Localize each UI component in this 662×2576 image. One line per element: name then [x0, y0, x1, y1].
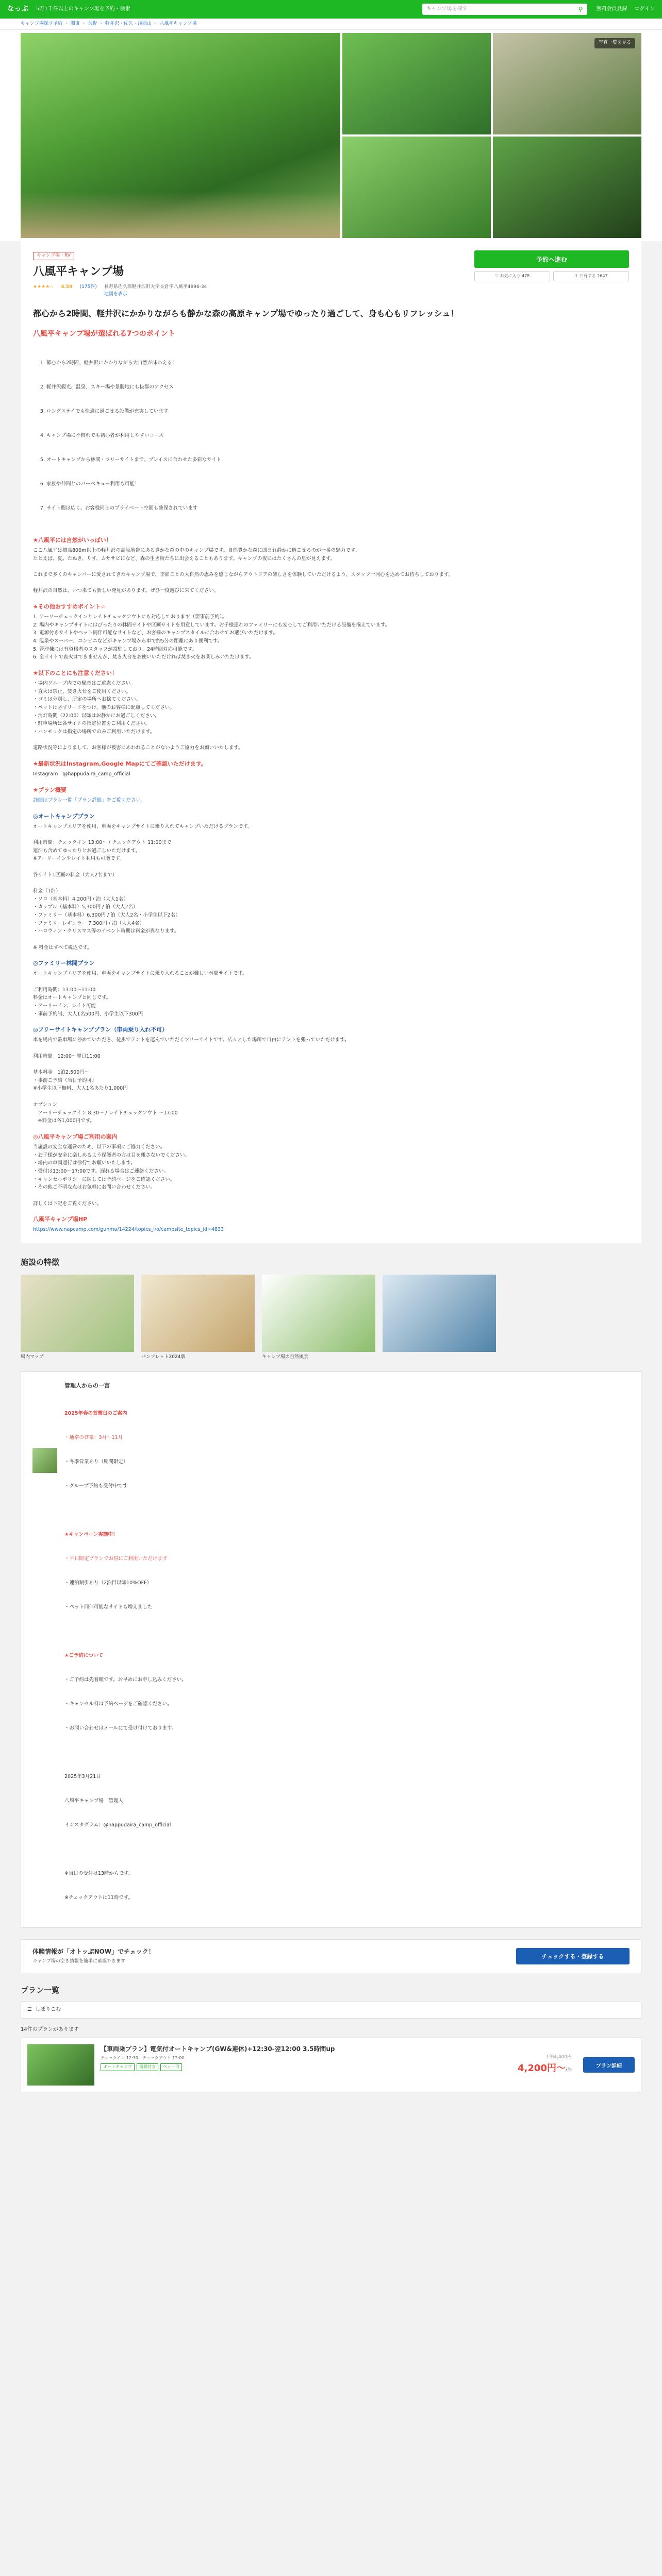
facility-image: [141, 1275, 255, 1352]
breadcrumb: [0, 19, 662, 30]
message-line: ・お問い合わせはメールにて受け付けております。: [64, 1725, 177, 1731]
usage-text: 当施設の安全な運営のため、以下の事項にご協力ください。 ・お子様が安全に楽しめるよう保護者の方は目を離さないでください。 ・場内の車両通行は徐行でお願いいたします。 ・受付は13:00〜17:00です。遅れる場合はご連絡ください。 ・キャンセルポリシーに関しては予約ページをご確認ください。 ・その他ご不明な点はお気軽にお問い合わせください。 詳しくは下記をご覧ください。: [33, 1144, 190, 1207]
sns-text: Instagram @happudaira_camp_official: [33, 771, 130, 777]
favorite-button[interactable]: ♡ お気に入り 478: [474, 271, 550, 281]
breadcrumb-item[interactable]: キャンプ場探す予約: [21, 21, 63, 26]
plan-list-heading: プラン一覧: [21, 1986, 60, 1995]
message-line: ※チェックアウトは11時です。: [64, 1894, 134, 1901]
app-banner: [21, 1939, 641, 1974]
address-text: 長野県佐久郡軽井沢町大字長倉字八風平4896-34: [104, 284, 207, 290]
facility-card[interactable]: [21, 1275, 134, 1361]
site-logo[interactable]: なっぷ: [7, 5, 29, 13]
breadcrumb-separator: ›: [100, 21, 102, 26]
plan-overview-heading: ★プラン概要: [33, 786, 67, 793]
free-plan-heading: ◎フリーサイトキャンププラン（車両乗り入れ不可）: [33, 1026, 168, 1033]
facility-image: [383, 1275, 496, 1352]
plan-image: [27, 2044, 94, 2086]
free-plan-text: 車を場内で駐車場に停めていただき、徒歩でテントを運んでいただくフリーサイトです。広々とした場所で自由にテントを張っていただけます。 利用時間 12:00〜翌日11:00 基本料金 1泊2,500円〜 ・事前ご予約（当日予約可） ※小学生以下無料、大人1名あたり1,000円 オプション アーリーチェックイン 8:30〜 / レイトチェックアウト 〜17:00 ※料金は各1,000円です。: [33, 1037, 350, 1124]
facility-list: [21, 1275, 641, 1361]
plan-tag: 電源付き: [137, 2063, 158, 2071]
breadcrumb-item[interactable]: 長野: [88, 21, 97, 26]
sns-heading: ★最新状況はInstagram,Google Mapにてご確認いただけます。: [33, 760, 207, 768]
message-line: 2025年春の営業日のご案内: [64, 1410, 127, 1416]
breadcrumb-item[interactable]: 軽井沢・佐久・浅間山: [105, 21, 152, 26]
lead-text: 都心から2時間、軽井沢にかかりながらも静かな森の高原キャンプ場でゆったり過ごして、身も心もリフレッシュ！: [33, 308, 459, 318]
message-line: [64, 1845, 187, 1854]
official-site-link[interactable]: https://www.napcamp.com/gunma/14224/topics_l/o/campsite_topics_id=4833: [33, 1227, 224, 1233]
plan-card[interactable]: [21, 2038, 641, 2092]
breadcrumb-separator: ›: [65, 21, 68, 26]
breadcrumb-current: 八風平キャンプ場: [159, 21, 197, 26]
category-badge: キャンプ場・RV: [33, 252, 74, 260]
photo-gallery: [0, 30, 662, 241]
gallery-photo[interactable]: [342, 137, 491, 238]
plan-checkin-info: チェックイン 12:30 チェックアウト 12:00: [101, 2055, 185, 2060]
about-text: ここ八風平は標高800m以上の軽井沢の高原地帯にある豊かな森の中のキャンプ場です。自然豊かな森に囲まれ静かに過ごせるのが一番の魅力です。 たとえば、夏。たぬき、りす、ムササビになど、森の生き物たちに出会えることもあります。キャンプの夜にはたくさんの星が見えます。 これまで多くのキャンパーに愛されてきたキャンプ場で、季節ごとの大自然の恵みを感じながらアウトドアの楽しさを体験していただけるよう、スタッフ一同心を込めてお待ちしております。 軽井沢の自然は、いつ来ても新しい発見があります。ぜひ一度遊びに来てください。: [33, 547, 454, 594]
list-item: 3. ロングステイでも快適に過ごせる設備が充実しています: [46, 408, 629, 416]
plan-tag: オートキャンプ: [101, 2063, 135, 2071]
campsite-detail: [21, 241, 641, 1243]
message-line: 2025年3月21日: [64, 1773, 101, 1780]
forest-plan-text: オートキャンプエリアを使用、車両をキャンプサイトに乗り入れることが難しい林間サイトです。 ご利用時間：13:00〜11:00 料金はオートキャンプと同じです。 ・アーリーイン、レイト可能 ・事前予約制、大人1名500円、小学生以下300円: [33, 971, 247, 1017]
gallery-photo[interactable]: [493, 137, 641, 238]
about-heading: ★八風平には自然がいっぱい！: [33, 536, 112, 544]
message-line: インスタグラム：@happudaira_camp_official: [64, 1822, 171, 1828]
list-item: 7. サイト間は広く、お客様同士のプライベート空間も確保されています: [46, 504, 629, 513]
facility-card[interactable]: [262, 1275, 375, 1361]
message-line: ★ご予約について: [64, 1652, 103, 1658]
site-tagline: 5万1千件以上のキャンプ場を予約・検索: [36, 6, 130, 12]
message-line: ・ご予約は先着順です。お早めにお申し込みください。: [64, 1676, 187, 1683]
facility-caption: キャンプ場の自然風景: [262, 1354, 309, 1360]
breadcrumb-separator: ›: [82, 21, 85, 26]
rating-value: 4.59: [61, 284, 73, 290]
top-navbar: [0, 0, 662, 19]
reasons-list: [33, 343, 629, 528]
facility-caption: 場内マップ: [21, 1354, 44, 1360]
auto-plan-text: オートキャンプエリアを使用、車両をキャンプサイトに乗り入れてキャンプいただけるプランです。 利用時間：チェックイン 13:00〜 / チェックアウト 11:00まで 連泊も含めてゆったりとお過ごしいただけます。 ※アーリーインやレイト利用も可能です。 各サイト1区画の料金（大人2名まで） 料金（1泊） ・ソロ（基本料）4,200円 / 泊（大人1名） ・カップル（基本料）5,300円 / 泊（大人2名） ・ファミリー（基本料）6,300円 / 泊（大人2名・小学生以下2名） ・ファミリーレギュラー 7,300円 / 泊（大人4名） ・ハロウィン・クリスマス等のイベント時期は料金が異なります。 ※ 料金はすべて税込です。: [33, 823, 253, 951]
map-link[interactable]: 地図を表示: [104, 291, 127, 297]
list-item: 2. 軽井沢観光、温泉、スキー場や景勝地にも抜群のアクセス: [46, 383, 629, 392]
facility-card[interactable]: [141, 1275, 255, 1361]
star-rating-icon: ★★★★☆: [33, 284, 54, 290]
banner-subtitle: キャンプ場の空き情報を簡単に確認できます: [32, 1959, 126, 1964]
reserve-button[interactable]: 予約へ進む: [474, 250, 629, 268]
message-line: [64, 1628, 187, 1636]
search-icon[interactable]: ⚲: [578, 5, 583, 13]
message-line: ★キャンペーン実施中！: [64, 1531, 118, 1537]
banner-title: 体験情報が「オトッぷNOW」でチェック！: [32, 1947, 155, 1955]
plan-tag: ペット可: [160, 2063, 182, 2071]
forest-plan-heading: ◎ファミリー林間プラン: [33, 960, 95, 967]
plan-old-price: 1泊4,400円: [546, 2055, 572, 2060]
manager-message-title: 管理人からの一言: [64, 1382, 110, 1389]
manager-message-body: [64, 1393, 187, 1918]
message-line: ・平日限定プランでお得にご利用いただけます: [64, 1555, 168, 1562]
breadcrumb-item[interactable]: 関東: [70, 21, 80, 26]
facilities-heading: 施設の特徴: [21, 1257, 60, 1267]
review-count-link[interactable]: (175件): [79, 284, 97, 290]
search-input[interactable]: [422, 4, 587, 15]
message-line: ・通常の営業：3月〜11月: [64, 1434, 123, 1440]
reasons-heading: 八風平キャンプ場が選ばれる7つのポイント: [33, 329, 175, 338]
facility-image: [21, 1275, 134, 1352]
plan-name[interactable]: 【車両乗プラン】電気付オートキャンプ(GW&連休)+12:30-翌12:00 3.5時間up: [101, 2045, 335, 2053]
message-line: [64, 1749, 187, 1757]
points-text: 1. アーリーチェックインとレイトチェックアウトにも対応しております（要事前予約）。 2. 場内やキャンプサイトにはぴったりの林間サイトや区画サイトを用意しています。お子様連れのファミリーにも安心してご利用いただける設備を揃えています。 3. 電源付きサイトやペット同伴可能なサイトなど、お客様のキャンプスタイルに合わせてお選びいただけます。 4. 温泉やスーパー、コンビニなどがキャンプ場から車で約5分の距離にあり便利です。 5. 管理棟には有資格者のスタッフが常駐しており、24時間対応可能です。 6. 全サイトで直火はできませんが、焚き火台をお使いいただければ焚き火をお楽しみいただけます。: [33, 614, 390, 660]
list-item: 1. 都心から2時間、軽井沢にかかりながら大自然が味わえる！: [46, 359, 629, 367]
message-line: ※当日の受付は13時からです。: [64, 1870, 134, 1876]
facility-card[interactable]: [383, 1275, 496, 1361]
plan-detail-button[interactable]: プラン詳細: [583, 2057, 635, 2073]
share-button[interactable]: ⇪ 共有する 2647: [553, 271, 629, 281]
banner-register-button[interactable]: チェックする・登録する: [516, 1948, 630, 1964]
plan-price-unit: /泊: [565, 2067, 572, 2073]
message-line: 八風平キャンプ場 管理人: [64, 1798, 124, 1804]
list-item: 5. オートキャンプから林間・フリーサイトまで、プレイスに合わせた多彩なサイト: [46, 456, 629, 464]
manager-avatar: [32, 1448, 57, 1473]
message-line: ・キャンセル料は予約ページをご確認ください。: [64, 1701, 172, 1707]
message-line: [64, 1506, 187, 1515]
plan-count: 14件のプランがあります: [21, 2026, 79, 2032]
message-line: ・グループ予約も受付中です: [64, 1483, 128, 1489]
breadcrumb-separator: ›: [154, 21, 157, 26]
facility-image: [262, 1275, 375, 1352]
gallery-photo[interactable]: [342, 33, 491, 134]
plan-detail-link[interactable]: 詳細はプラン一覧「プラン詳細」をご覧ください。: [33, 797, 146, 803]
message-line: ・冬季営業あり（期間限定）: [64, 1459, 128, 1465]
manager-message: [21, 1371, 641, 1928]
message-line: ・連泊割引あり（2泊目以降10%OFF）: [64, 1580, 152, 1586]
notice-text: ・場内グループ内での騒音はご遠慮ください。 ・直火は禁止、焚き火台をご使用ください。 ・ゴミは分別し、所定の場所へお捨てください。 ・ペットは必ずリードをつけ、他のお客様に配慮してください。 ・消灯時間（22:00）以降はお静かにお過ごしください。 ・駐車場所は各サイトの指定位置をご利用ください。 ・ハンモックは指定の場所でのみご利用いただけます。 道路状況等によりまして、お客様が被害にあわれることがないようご協力をお願いいたします。: [33, 681, 243, 751]
list-item: 6. 家族や仲間とのバーベキュー利用も可能！: [46, 480, 629, 488]
official-site-heading: 八風平キャンプ場HP: [33, 1216, 88, 1223]
main-photo[interactable]: [21, 33, 340, 238]
message-line: ・ペット同伴可能なサイトも増えました: [64, 1604, 153, 1610]
plan-filter[interactable]: [21, 2001, 641, 2019]
notice-heading: ★以下のことにも注意ください！: [33, 670, 118, 676]
plan-price: 4,200円〜: [518, 2063, 566, 2074]
address: [104, 284, 207, 298]
login-link[interactable]: ログイン: [634, 6, 655, 12]
facility-caption: パンフレット2024版: [141, 1354, 186, 1360]
points-heading: ★その他おすすめポイント☆: [33, 603, 106, 610]
photo-list-button[interactable]: 写真一覧を見る: [594, 38, 635, 48]
usage-heading: ◎八風平キャンプ場ご利用の案内: [33, 1133, 118, 1140]
page-title: 八風平キャンプ場: [33, 265, 124, 278]
filter-icon: ☰: [27, 2006, 32, 2012]
register-link[interactable]: 無料会員登録: [596, 6, 627, 12]
filter-label: しぼりこむ: [35, 2006, 61, 2012]
search-placeholder: キャンプ場を探す: [426, 6, 468, 12]
auto-plan-heading: ◎オートキャンププラン: [33, 812, 95, 820]
list-item: 4. キャンプ場に不慣れでも初心者が利用しやすいコース: [46, 432, 629, 440]
